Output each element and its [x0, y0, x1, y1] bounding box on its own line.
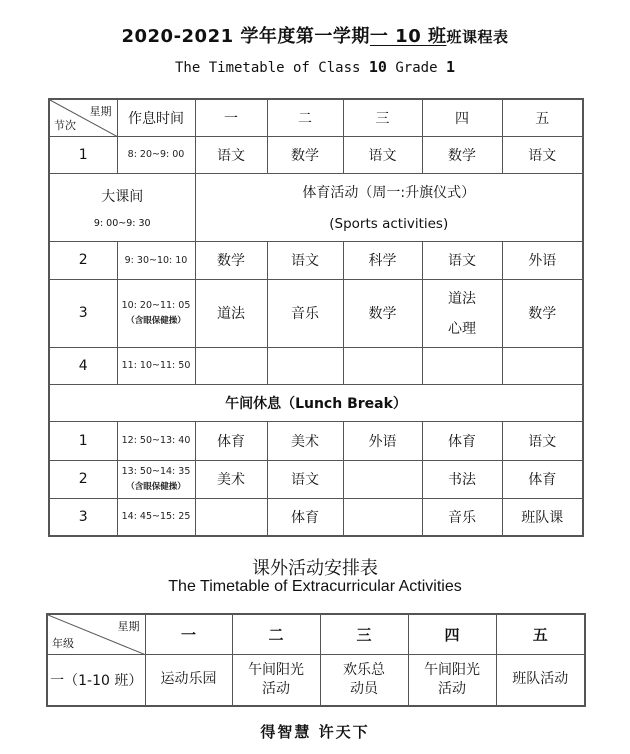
corner-weekday-label: 星期 [89, 105, 112, 118]
activity-cell [320, 654, 408, 706]
period-time: 9: 30~10: 10 [117, 241, 195, 279]
eye-exercise-note: （含眼保健操） [126, 482, 186, 492]
subject-cell: 语文 [195, 136, 267, 173]
subject-cell: 数学 [195, 241, 267, 279]
subject-cell [343, 347, 422, 384]
recess-time: 9: 00~9: 30 [93, 217, 151, 229]
recess-row [49, 173, 583, 241]
day-header-mon: 一 [145, 614, 232, 654]
activity-cell [408, 654, 496, 706]
subject-cell: 音乐 [422, 498, 502, 536]
time-header: 作息时间 [117, 99, 195, 136]
subject-cell [343, 498, 422, 536]
subject-cell: 科学 [343, 241, 422, 279]
subject-cell: 数学 [267, 136, 343, 173]
subject-cell: 语文 [502, 421, 583, 460]
subject-cell: 数学 [422, 136, 502, 173]
subject-cell: 语文 [502, 136, 583, 173]
subject-cell [195, 347, 267, 384]
day-header-wed: 三 [343, 99, 422, 136]
subject-line: 道法 [448, 291, 476, 307]
activity-line: 活动 [438, 680, 466, 697]
subject-cell: 体育 [502, 460, 583, 498]
eye-exercise-note: （含眼保健操） [126, 316, 186, 326]
period-number: 1 [49, 136, 117, 173]
page-subtitle [0, 58, 630, 76]
title-suffix: 班课程表 [446, 28, 509, 46]
subject-cell: 道法 [195, 279, 267, 347]
period-time-text: 10: 20~11: 05 [121, 300, 191, 311]
subject-cell [343, 460, 422, 498]
timetable-corner-cell [49, 99, 117, 136]
day-header-thu: 四 [408, 614, 496, 654]
lunch-row [49, 384, 583, 421]
title-year: 2020-2021 学年度第一学期 [121, 26, 370, 47]
subject-cell: 体育 [195, 421, 267, 460]
subject-cell: 美术 [195, 460, 267, 498]
subject-cell: 书法 [422, 460, 502, 498]
extracurricular-corner-cell [47, 614, 145, 654]
subject-cell: 美术 [267, 421, 343, 460]
period-number: 3 [49, 279, 117, 347]
activity-cell [496, 654, 585, 706]
subject-cell: 音乐 [267, 279, 343, 347]
activity-line: 活动 [262, 680, 290, 697]
day-header-tue: 二 [267, 99, 343, 136]
subject-cell [195, 498, 267, 536]
grade-cell: 一（1-10 班） [47, 654, 145, 706]
subject-cell [267, 347, 343, 384]
subject-cell [422, 279, 502, 347]
period-number: 2 [49, 460, 117, 498]
recess-label: 大课间 [101, 188, 144, 205]
recess-activity-cell [195, 173, 583, 241]
subject-cell: 语文 [267, 460, 343, 498]
period-time: 11: 10~11: 50 [117, 347, 195, 384]
subject-cell: 班队课 [502, 498, 583, 536]
table-row [49, 421, 583, 460]
activity-line: 欢乐总 [343, 661, 385, 678]
period-number: 3 [49, 498, 117, 536]
period-time: 14: 45~15: 25 [117, 498, 195, 536]
subject-cell: 外语 [502, 241, 583, 279]
subject-cell [502, 347, 583, 384]
recess-activity: 体育活动（周一:升旗仪式） [302, 185, 476, 201]
period-number: 2 [49, 241, 117, 279]
activity-line: 运动乐园 [160, 671, 217, 688]
footer-motto: 得智慧 许天下 [260, 723, 370, 741]
period-number: 4 [49, 347, 117, 384]
subject-cell: 语文 [422, 241, 502, 279]
subject-cell: 外语 [343, 421, 422, 460]
day-header-tue: 二 [232, 614, 320, 654]
day-header-wed: 三 [320, 614, 408, 654]
recess-activity-en: (Sports activities) [329, 216, 449, 232]
extracurricular-title: 课外活动安排表 [252, 558, 378, 579]
day-header-mon: 一 [195, 99, 267, 136]
lunch-break: 午间休息（Lunch Break） [49, 384, 583, 421]
extracurricular-table [46, 613, 586, 707]
extracurricular-subtitle: The Timetable of Extracurricular Activities [168, 578, 462, 595]
corner-period-label: 节次 [54, 118, 76, 132]
subject-cell: 体育 [422, 421, 502, 460]
subject-line: 心理 [448, 321, 476, 337]
class-timetable [48, 98, 584, 537]
day-header-fri: 五 [502, 99, 583, 136]
subject-cell: 体育 [267, 498, 343, 536]
table-row [49, 498, 583, 536]
corner-grade-label: 年级 [52, 636, 74, 650]
period-number: 1 [49, 421, 117, 460]
table-row [49, 279, 583, 347]
period-time [117, 279, 195, 347]
day-header-thu: 四 [422, 99, 502, 136]
activity-line: 动员 [350, 680, 378, 697]
table-row [49, 347, 583, 384]
subject-cell: 数学 [502, 279, 583, 347]
subject-cell: 语文 [343, 136, 422, 173]
activity-cell [145, 654, 232, 706]
recess-cell [49, 173, 195, 241]
period-time: 8: 20~9: 00 [117, 136, 195, 173]
subtitle-grade: 1 [445, 58, 455, 76]
title-class: 一 10 班 [369, 26, 447, 47]
corner-weekday-label: 星期 [117, 620, 140, 633]
subtitle-class: 10 [368, 58, 387, 76]
activity-line: 班队活动 [512, 671, 569, 688]
period-time: 12: 50~13: 40 [117, 421, 195, 460]
subject-cell: 语文 [267, 241, 343, 279]
activity-line: 午间阳光 [248, 661, 304, 678]
subject-cell [422, 347, 502, 384]
table-row [49, 241, 583, 279]
subtitle-text-grade: Grade [386, 60, 446, 76]
page-title [0, 22, 630, 48]
activity-line: 午间阳光 [424, 661, 480, 678]
table-row [47, 654, 585, 706]
period-time [117, 460, 195, 498]
day-header-fri: 五 [496, 614, 585, 654]
subject-cell: 数学 [343, 279, 422, 347]
subtitle-text: The Timetable of Class [175, 60, 369, 76]
activity-cell [232, 654, 320, 706]
table-row [49, 136, 583, 173]
period-time-text: 13: 50~14: 35 [121, 466, 191, 477]
table-row [49, 460, 583, 498]
